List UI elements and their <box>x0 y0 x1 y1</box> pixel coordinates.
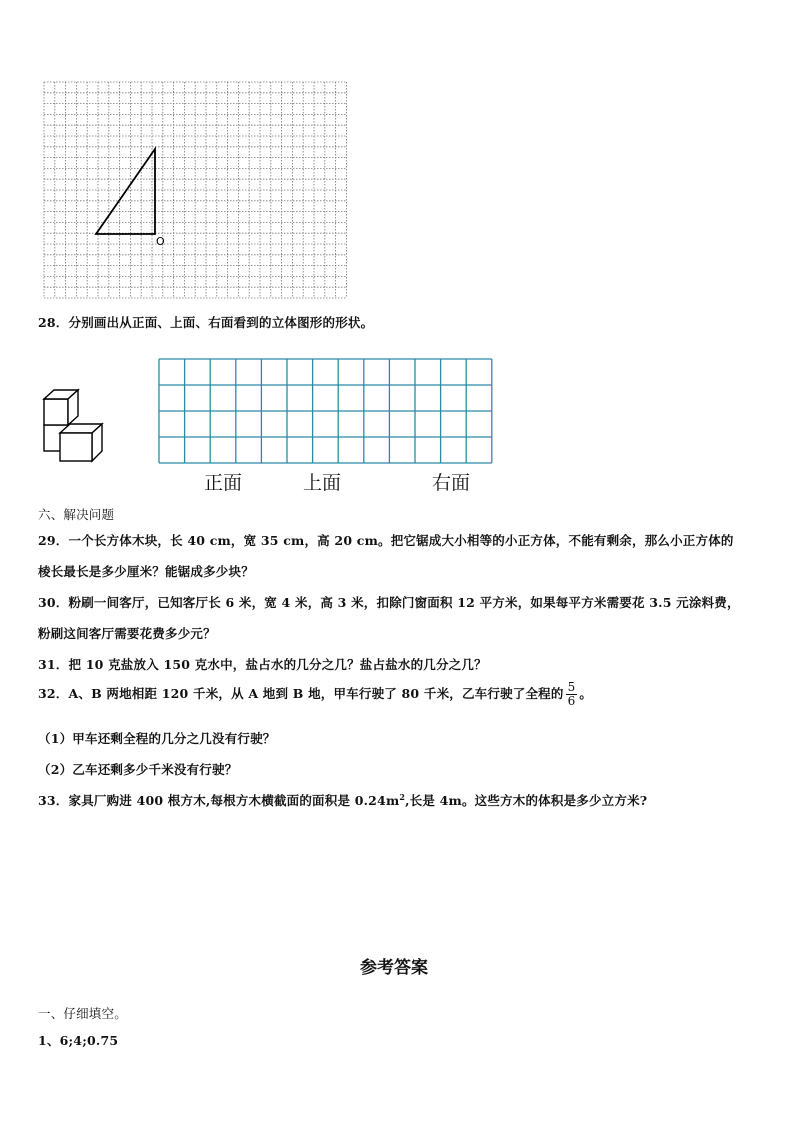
dotted-grid-figure <box>40 78 350 300</box>
question-31: 31．把 10 克盐放入 150 克水中，盐占水的几分之几？盐占盐水的几分之几？ <box>38 657 487 672</box>
view-drawing-grid <box>157 357 497 465</box>
question-32-text: 32．A、B 两地相距 120 千米，从 A 地到 B 地，甲车行驶了 80 千米，乙车行驶了全程的 <box>38 686 564 701</box>
view-label-right: 右面 <box>432 472 471 494</box>
answer-1: 1、6;4;0.75 <box>38 1033 119 1048</box>
question-32-sub1: （1）甲车还剩全程的几分之几没有行驶？ <box>38 731 276 746</box>
view-label-front: 正面 <box>204 472 243 494</box>
question-29-line2: 棱长最长是多少厘米？能锯成多少块？ <box>38 564 254 579</box>
superscript-2: 2 <box>399 791 406 802</box>
question-32-end: 。 <box>579 686 593 701</box>
fraction-denominator: 6 <box>567 694 576 708</box>
question-33-part1: 33．家具厂购进 400 根方木,每根方木横截面的面积是 0.24m <box>38 793 400 808</box>
question-32-sub2: （2）乙车还剩多少千米没有行驶？ <box>38 762 238 777</box>
fraction-numerator: 5 <box>567 680 576 694</box>
question-33-part2: ,长是 4m。这些方木的体积是多少立方米? <box>405 793 648 808</box>
fraction-five-sixths <box>566 681 578 708</box>
view-label-top: 上面 <box>303 472 342 494</box>
answers-title: 参考答案 <box>360 958 428 978</box>
question-33 <box>38 791 647 809</box>
question-30-line2: 粉刷这间客厅需要花费多少元？ <box>38 626 216 641</box>
vertex-o-label: O <box>156 235 165 248</box>
stacked-cubes-figure <box>40 385 112 465</box>
section-heading: 六、解决问题 <box>38 507 115 522</box>
right-triangle <box>96 149 155 234</box>
question-29-line1: 29．一个长方体木块，长 40 cm，宽 35 cm，高 20 cm。把它锯成大小相等的小正方体，不能有剩余，那么小正方体的 <box>38 533 734 548</box>
question-32 <box>38 681 592 708</box>
question-28: 28．分别画出从正面、上面、右面看到的立体图形的形状。 <box>38 315 374 330</box>
answers-section-1: 一、仔细填空。 <box>38 1006 127 1021</box>
question-30-line1: 30．粉刷一间客厅，已知客厅长 6 米，宽 4 米，高 3 米，扣除门窗面积 12 平方米，如果每平方米需要花 3.5 元涂料费， <box>38 595 740 610</box>
